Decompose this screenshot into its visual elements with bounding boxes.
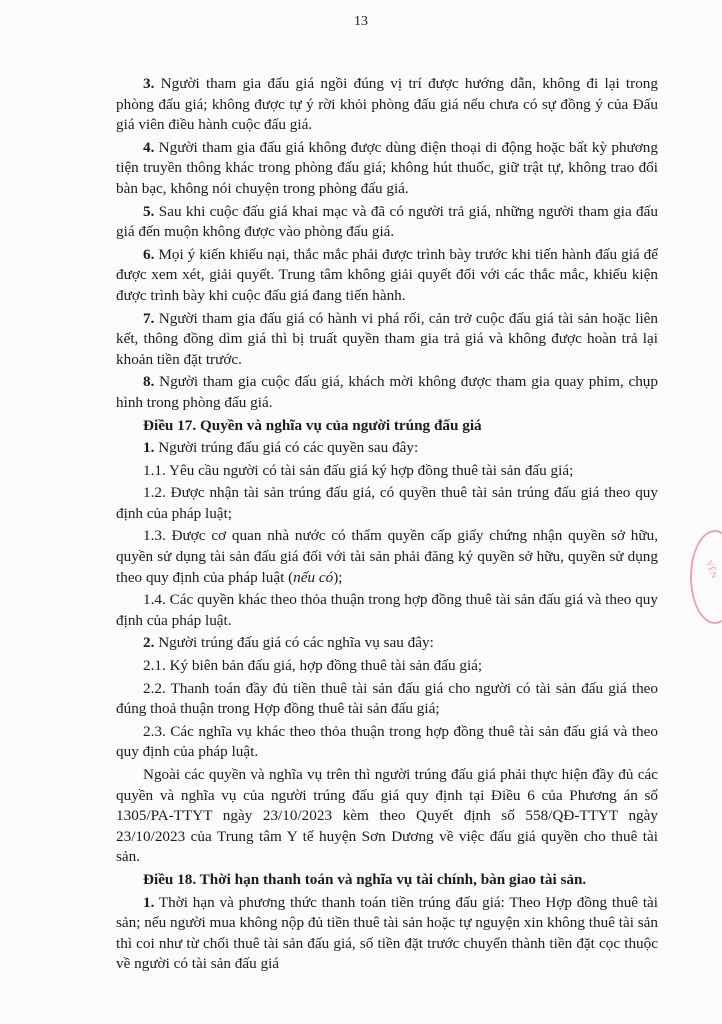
closing-paragraph: Ngoài các quyền và nghĩa vụ trên thì người trúng đấu giá phải thực hiện đầy đủ các quyền và nghĩa vụ của người trúng đấu giá quy định tại Điều 6 của Phương án số 1305/PA-TTYT ngày 23/10/2023 kèm theo Quyết định số 558/QĐ-TTYT ngày 23/10/2023 của Trung tâm Y tế huyện Sơn Dương về việc đấu giá quyền cho thuê tài sản. — [116, 766, 658, 866]
paragraph-text: Sau khi cuộc đấu giá khai mạc và đã có người trả giá, những người tham gia đấu giá đến muộn không được vào phòng đấu giá. — [116, 202, 658, 241]
paragraph-text: Người trúng đấu giá có các quyền sau đây: — [154, 439, 419, 457]
document-body — [116, 74, 658, 977]
paragraph-text: Mọi ý kiến khiếu nại, thắc mắc phải được trình bày trước khi tiến hành đấu giá để được xem xét, giải quyết. Trung tâm không giải quyết đối với các thắc mắc, khiếu kiện được trình bày khi cuộc đấu giá đang tiến hành. — [116, 245, 658, 304]
rule-paragraph — [116, 202, 658, 243]
paragraph-number: 5. — [143, 202, 155, 220]
paragraph-text: Người trúng đấu giá có các nghĩa vụ sau đây: — [154, 634, 434, 652]
paragraph-number: 7. — [143, 309, 155, 327]
paragraph-text: Người tham gia đấu giá có hành vi phá rối, cản trở cuộc đấu giá tài sản hoặc liên kết, thông đồng dìm giá thì bị truất quyền tham gia trả giá và không được hoàn trả lại khoản tiền đặt trước. — [116, 309, 658, 368]
paragraph-text: Thời hạn và phương thức thanh toán tiền trúng đấu giá: Theo Hợp đồng thuê tài sản; nếu người mua không nộp đủ tiền thuê tài sản hoặc tự nguyện xin không thuê tài sản thì coi như từ chối thuê tài sản đấu giá, số tiền đặt trước chuyển thành tiền đặt cọc thuộc về người có tài sản đấu giá — [116, 893, 658, 973]
paragraph-number: 4. — [143, 138, 155, 156]
stamp-fragment — [690, 530, 722, 624]
paragraph-number: 1. — [143, 439, 155, 457]
paragraph-text: Người tham gia đấu giá ngồi đúng vị trí được hướng dẫn, không đi lại trong phòng đấu giá; không được tự ý rời khỏi phòng đấu giá nếu chưa có sự đồng ý của Đấu giá viên điều hành cuộc đấu giá. — [116, 75, 658, 134]
article-17-title: . Quyền và nghĩa vụ của người trúng đấu giá — [192, 416, 482, 434]
paragraph-number: 6. — [143, 245, 155, 263]
paragraph-text: Người tham gia đấu giá không được dùng điện thoại di động hoặc bất kỳ phương tiện truyền thông khác trong phòng đấu giá; không hút thuốc, giữ trật tự, không trao đổi bàn bạc, không nói chuyện trong phòng đấu giá. — [116, 138, 658, 197]
right-text: 1.3. Được cơ quan nhà nước có thẩm quyền cấp giấy chứng nhận quyền sở hữu, quyền sử dụng tài sản đấu giá đối với tài sản phải đăng ký quyền sở hữu, quyền sử dụng theo quy định của pháp luật ( — [116, 527, 658, 586]
paragraph-number: 1. — [143, 893, 155, 911]
article-18-heading: Điều 18. Thời hạn thanh toán và nghĩa vụ tài chính, bàn giao tài sản. — [143, 870, 587, 888]
rule-paragraph — [116, 309, 658, 371]
right-item: 1.1. Yêu cầu người có tài sản đấu giá ký hợp đồng thuê tài sản đấu giá; — [143, 461, 574, 479]
duty-item: 2.2. Thanh toán đầy đủ tiền thuê tài sản đấu giá cho người có tài sản đấu giá theo đúng thoả thuận trong Hợp đồng thuê tài sản đấu giá; — [116, 679, 658, 718]
payment-paragraph — [116, 893, 658, 975]
rights-intro — [116, 438, 658, 459]
article-17-label: Điều 17 — [143, 416, 193, 434]
right-item: 1.4. Các quyền khác theo thỏa thuận trong hợp đồng thuê tài sản đấu giá và theo quy định của pháp luật. — [116, 591, 658, 629]
paragraph-text: Người tham gia cuộc đấu giá, khách mời không được tham gia quay phim, chụp hình trong phòng đấu giá. — [116, 373, 658, 411]
paragraph-number: 8. — [143, 373, 155, 391]
page-number: 13 — [354, 14, 368, 29]
rule-paragraph — [116, 372, 658, 413]
duty-item: 2.1. Ký biên bản đấu giá, hợp đồng thuê tài sản đấu giá; — [143, 657, 483, 675]
right-text-italic: nếu có — [293, 568, 334, 586]
right-item — [116, 526, 658, 588]
paragraph-number: 3. — [143, 75, 155, 92]
duty-item: 2.3. Các nghĩa vụ khác theo thỏa thuận trong hợp đồng thuê tài sản đấu giá và theo quy định của pháp luật. — [116, 722, 658, 761]
rule-paragraph — [116, 74, 658, 136]
article-17-heading — [116, 416, 658, 437]
duties-intro — [116, 633, 658, 654]
right-item: 1.2. Được nhận tài sản trúng đấu giá, có quyền thuê tài sản trúng đấu giá theo quy định của pháp luật; — [116, 484, 658, 522]
rule-paragraph — [116, 245, 658, 307]
right-text: ); — [333, 568, 343, 586]
stamp-text: YÊN — [703, 558, 720, 580]
rule-paragraph — [116, 138, 658, 200]
paragraph-number: 2. — [143, 634, 155, 652]
